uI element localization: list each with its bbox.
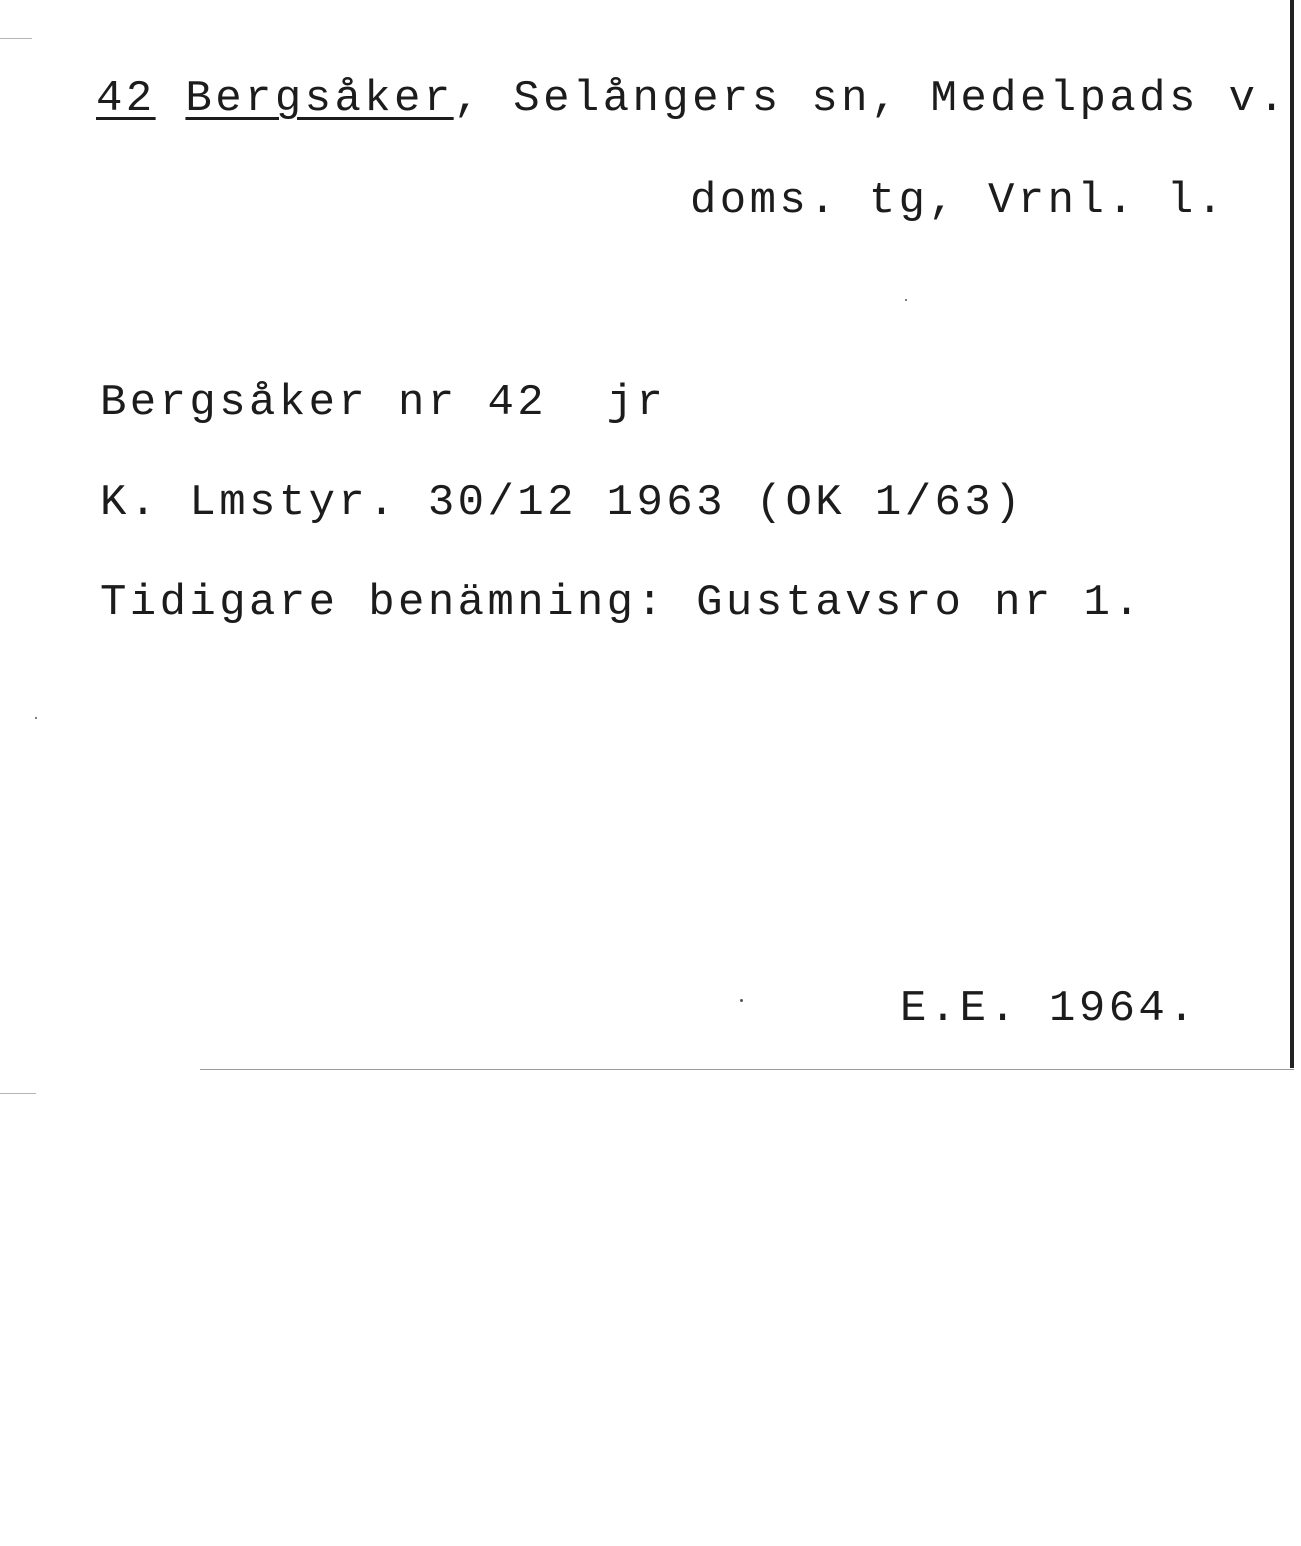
card-right-edge — [1290, 0, 1294, 1068]
signature-initials: E.E. 1964. — [900, 984, 1199, 1034]
designation-line: Bergsåker nr 42 jr — [100, 378, 667, 428]
scan-edge-mark — [0, 38, 32, 39]
scan-edge-mark — [0, 1093, 36, 1094]
former-name-line: Tidigare benämning: Gustavsro nr 1. — [100, 578, 1144, 628]
property-location: , Selångers sn, Medelpads v. — [453, 74, 1289, 124]
decision-line: K. Lmstyr. 30/12 1963 (OK 1/63) — [100, 478, 1024, 528]
property-number: 42 — [96, 74, 156, 124]
jurisdiction-line: doms. tg, Vrnl. l. — [690, 176, 1227, 226]
card-bottom-edge — [200, 1069, 1294, 1070]
property-name: Bergsåker — [185, 74, 454, 124]
card-header-line — [96, 74, 1288, 124]
ink-speck — [740, 999, 743, 1002]
ink-speck — [35, 717, 37, 719]
ink-speck — [905, 299, 907, 301]
